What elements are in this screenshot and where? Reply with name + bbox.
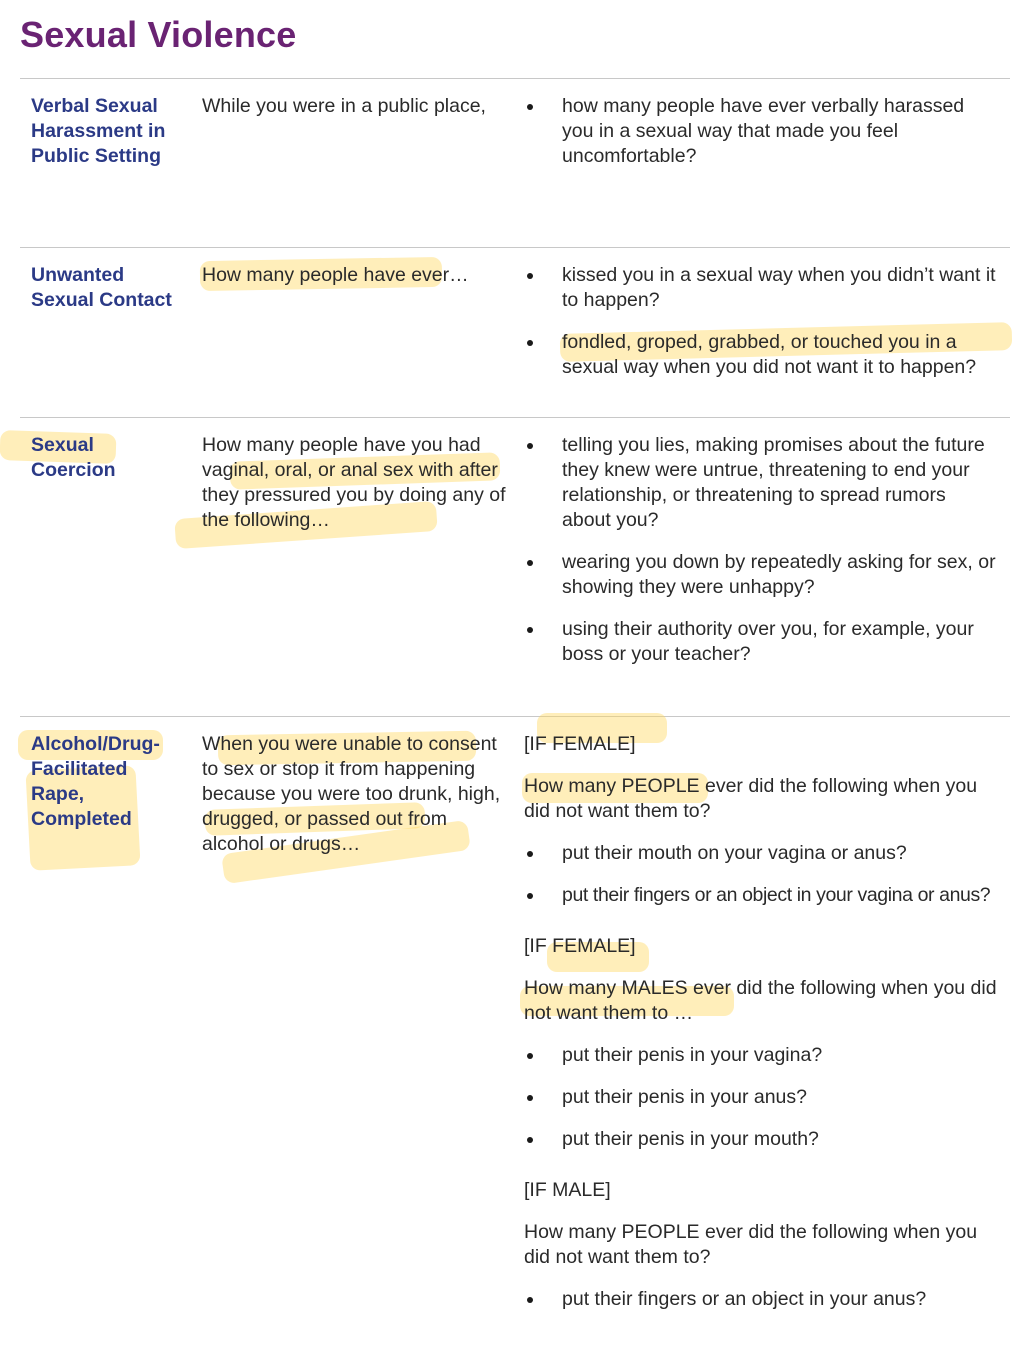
divider bbox=[20, 716, 1010, 717]
group-lead: How many PEOPLE ever did the following when you did not want them to? bbox=[524, 1221, 978, 1268]
question-column bbox=[524, 94, 999, 186]
condition-label: [IF FEMALE] bbox=[524, 935, 636, 957]
question-item: kissed you in a sexual way when you didn’t want it to happen? bbox=[524, 263, 999, 313]
row-prompt: When you were unable to consent to sex or stop it from happening because you were too drunk, high, drugged, or passed out from alcohol or drugs… bbox=[202, 733, 501, 855]
condition-group bbox=[524, 934, 999, 1152]
question-item: put their fingers or an object in your vagina or anus? bbox=[524, 883, 999, 908]
question-item: wearing you down by repeatedly asking for sex, or showing they were unhappy? bbox=[524, 550, 999, 600]
question-list bbox=[524, 841, 999, 908]
condition-group bbox=[524, 1178, 999, 1312]
row-term: Verbal Sexual Harassment in Public Setting bbox=[31, 95, 166, 167]
question-item: fondled, groped, grabbed, or touched you in a sexual way when you did not want it to happen? bbox=[524, 330, 999, 380]
question-list bbox=[524, 433, 999, 667]
row-term: Alcohol/Drug-Facilitated Rape, Completed bbox=[31, 733, 160, 830]
row-prompt: How many people have you had vaginal, oral, or anal sex with after they pressured you by doing any of the following… bbox=[202, 434, 506, 531]
question-item: put their penis in your mouth? bbox=[524, 1127, 999, 1152]
question-column bbox=[524, 732, 999, 1338]
question-list bbox=[524, 1043, 999, 1152]
group-lead: How many PEOPLE ever did the following when you did not want them to? bbox=[524, 775, 978, 822]
page-title: Sexual Violence bbox=[20, 14, 297, 55]
condition-label: [IF FEMALE] bbox=[524, 733, 636, 755]
row-term: Sexual Coercion bbox=[31, 434, 116, 481]
row-prompt: How many people have ever… bbox=[202, 264, 469, 286]
row-term: Unwanted Sexual Contact bbox=[31, 264, 172, 311]
question-list bbox=[524, 94, 999, 169]
divider bbox=[20, 417, 1010, 418]
question-item: put their mouth on your vagina or anus? bbox=[524, 841, 999, 866]
divider bbox=[20, 247, 1010, 248]
divider bbox=[20, 78, 1010, 79]
question-item: how many people have ever verbally harassed you in a sexual way that made you feel uncomfortable? bbox=[524, 94, 999, 169]
question-column bbox=[524, 263, 999, 397]
question-item: put their penis in your anus? bbox=[524, 1085, 999, 1110]
question-column bbox=[524, 433, 999, 684]
group-lead: How many MALES ever did the following when you did not want them to … bbox=[524, 977, 997, 1024]
question-list bbox=[524, 263, 999, 380]
condition-label: [IF MALE] bbox=[524, 1179, 611, 1201]
question-item: telling you lies, making promises about the future they knew were untrue, threatening to end your relationship, or threatening to spread rumors about you? bbox=[524, 433, 999, 533]
question-item: put their penis in your vagina? bbox=[524, 1043, 999, 1068]
row-prompt: While you were in a public place, bbox=[202, 95, 486, 117]
question-item: put their fingers or an object in your anus? bbox=[524, 1287, 999, 1312]
question-item: using their authority over you, for example, your boss or your teacher? bbox=[524, 617, 999, 667]
condition-group bbox=[524, 732, 999, 908]
question-list bbox=[524, 1287, 999, 1312]
